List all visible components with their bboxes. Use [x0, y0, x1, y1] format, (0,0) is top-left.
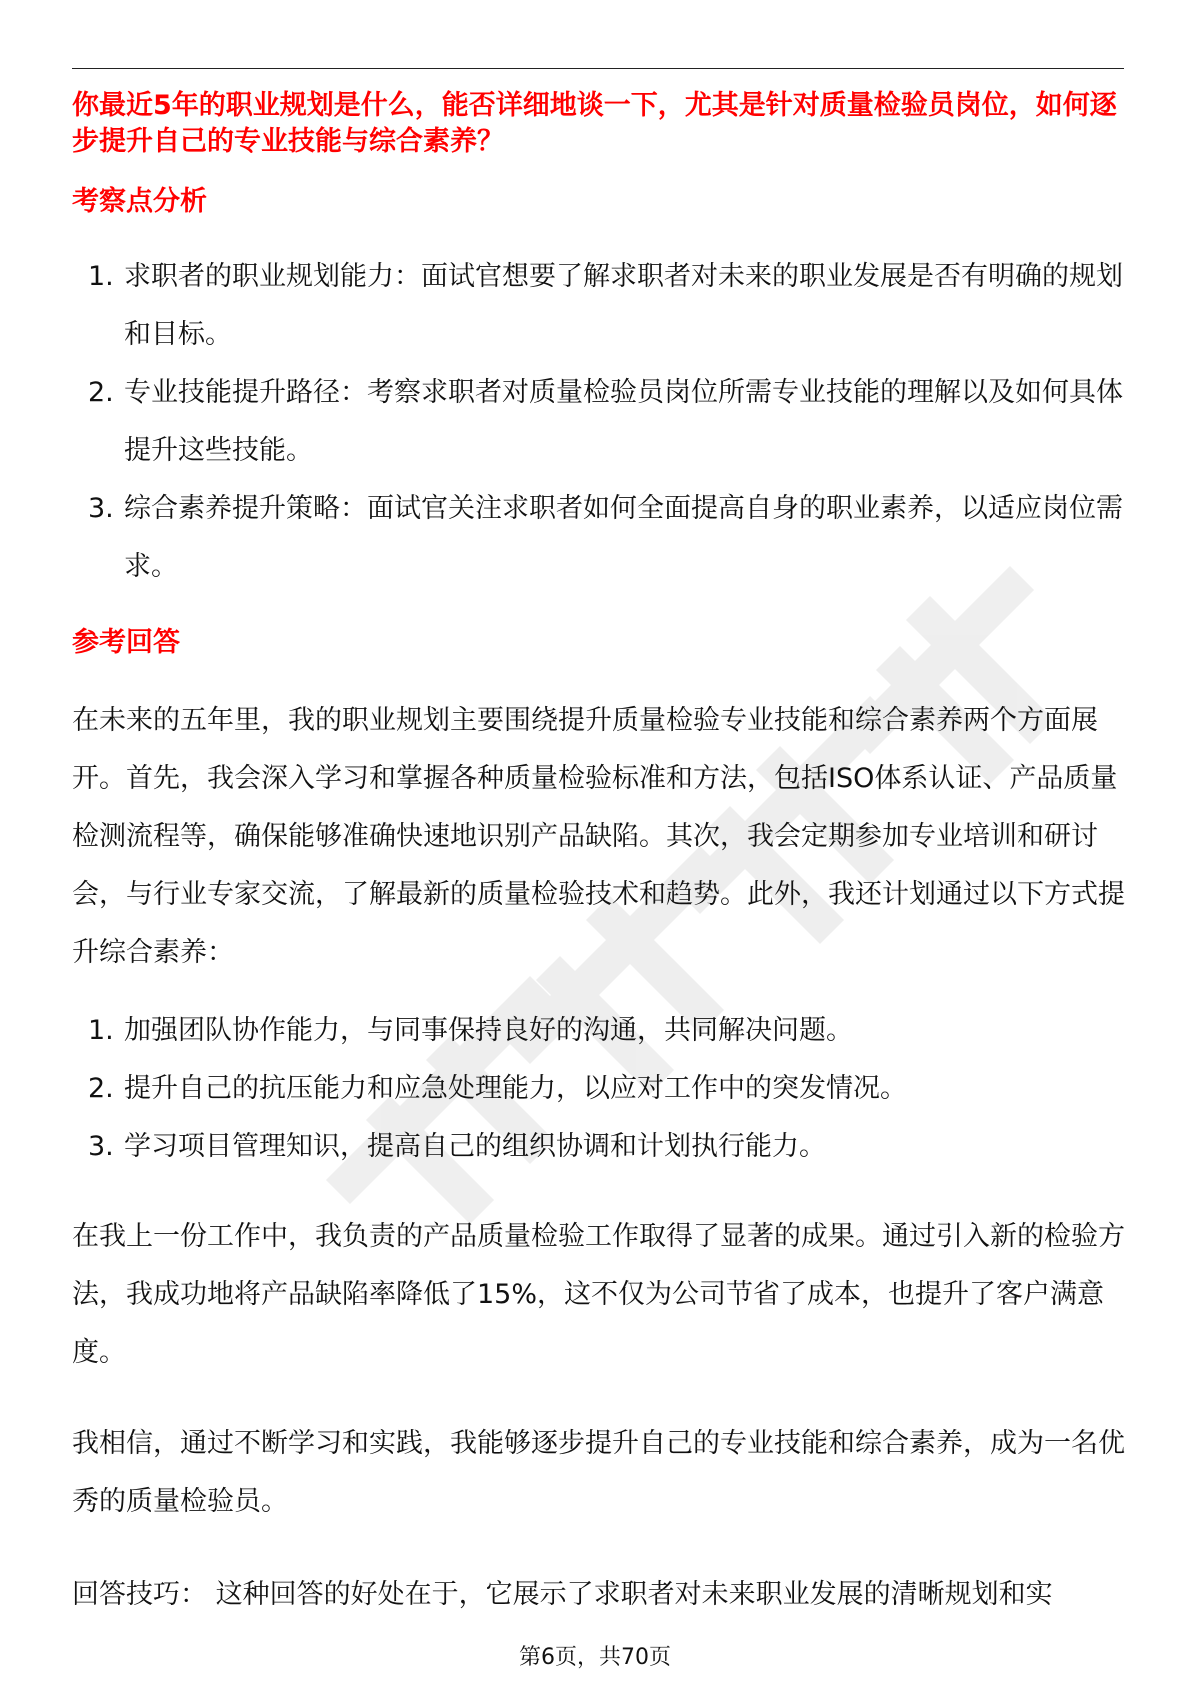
list-number: 3.: [88, 493, 114, 524]
list-item-text: 学习项目管理知识，提高自己的组织协调和计划执行能力。: [124, 1131, 826, 1162]
list-item: [72, 1118, 1132, 1176]
analysis-heading: 考察点分析: [72, 186, 207, 217]
list-item: [72, 248, 1132, 364]
list-item-text: 专业技能提升路径：考察求职者对质量检验员岗位所需专业技能的理解以及如何具体提升这些技能。: [124, 377, 1123, 466]
question-title: 你最近5年的职业规划是什么，能否详细地谈一下，尤其是针对质量检验员岗位，如何逐步提升自己的专业技能与综合素养？: [72, 90, 1117, 157]
list-item: [72, 1002, 1132, 1060]
answer-heading: 参考回答: [72, 627, 180, 658]
list-number: 3.: [88, 1131, 114, 1162]
list-item: [72, 480, 1132, 596]
list-item: [72, 364, 1132, 480]
tip-paragraph: 回答技巧： 这种回答的好处在于，它展示了求职者对未来职业发展的清晰规划和实: [72, 1579, 1053, 1610]
list-item: [72, 1060, 1132, 1118]
list-item-text: 综合素养提升策略：面试官关注求职者如何全面提高自身的职业素养，以适应岗位需求。: [124, 493, 1123, 582]
result-paragraph: 在我上一份工作中，我负责的产品质量检验工作取得了显著的成果。通过引入新的检验方法，我成功地将产品缺陷率降低了15%，这不仅为公司节省了成本，也提升了客户满意度。: [72, 1221, 1125, 1368]
list-item-text: 求职者的职业规划能力：面试官想要了解求职者对未来的职业发展是否有明确的规划和目标。: [124, 261, 1123, 350]
list-number: 2.: [88, 1073, 114, 1104]
list-number: 1.: [88, 261, 114, 292]
list-number: 1.: [88, 1015, 114, 1046]
list-item-text: 提升自己的抗压能力和应急处理能力，以应对工作中的突发情况。: [124, 1073, 907, 1104]
plan-list: [72, 1002, 1132, 1176]
conclusion-paragraph: 我相信，通过不断学习和实践，我能够逐步提升自己的专业技能和综合素养，成为一名优秀的质量检验员。: [72, 1428, 1125, 1517]
page-number: 第6页，共70页: [519, 1645, 671, 1670]
answer-paragraph: 在未来的五年里，我的职业规划主要围绕提升质量检验专业技能和综合素养两个方面展开。首先，我会深入学习和掌握各种质量检验标准和方法，包括ISO体系认证、产品质量检测流程等，确保能够准确快速地识别产品缺陷。其次，我会定期参加专业培训和研讨会，与行业专家交流，了解最新的质量检验技术和趋势。此外，我还计划通过以下方式提升综合素养：: [72, 705, 1125, 968]
list-number: 2.: [88, 377, 114, 408]
analysis-list: [72, 248, 1132, 596]
top-divider: [72, 68, 1124, 69]
list-item-text: 加强团队协作能力，与同事保持良好的沟通，共同解决问题。: [124, 1015, 853, 1046]
